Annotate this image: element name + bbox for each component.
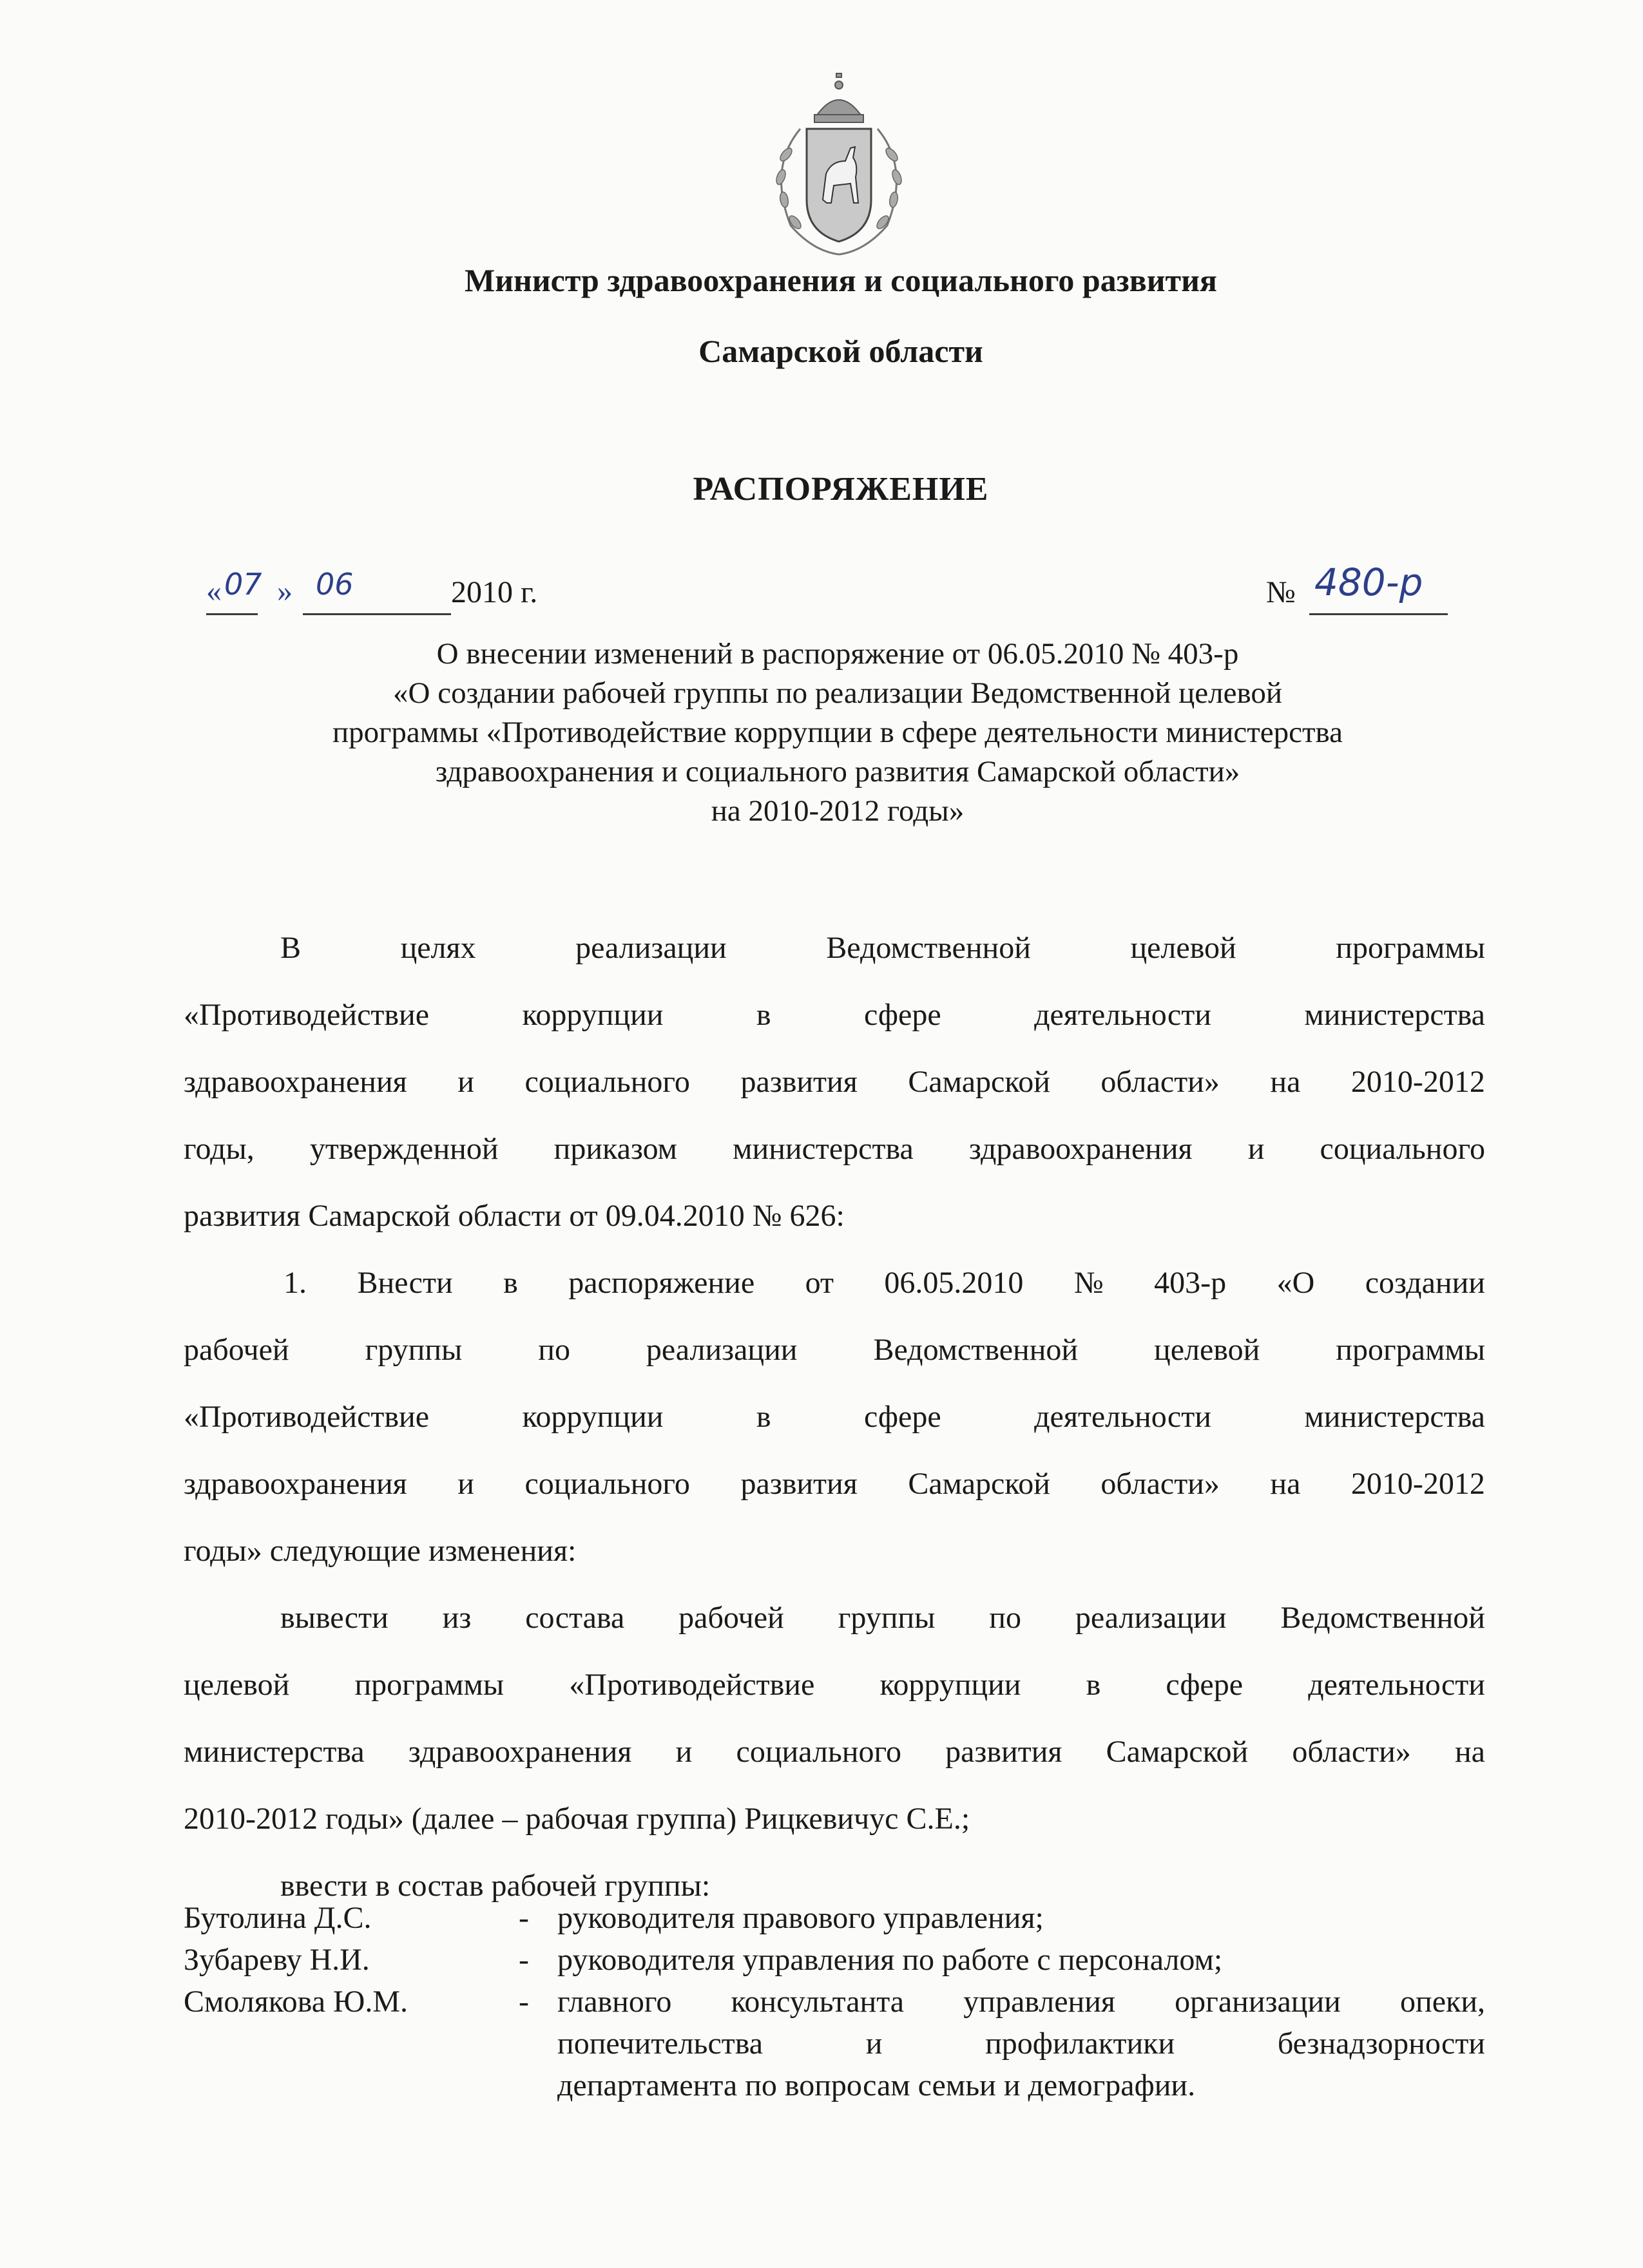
word: целевой xyxy=(1154,1333,1260,1367)
word: рабочей xyxy=(184,1333,289,1367)
word: сфере xyxy=(864,1400,941,1434)
word: в xyxy=(1086,1668,1101,1702)
word: управления xyxy=(963,1985,1115,2019)
date-month-handwritten: 06 xyxy=(316,567,354,602)
word: развития xyxy=(945,1735,1062,1769)
word: 2010-2012 xyxy=(1350,1065,1485,1099)
subject-line: программы «Противодействие коррупции в сфере деятельности министерства xyxy=(332,716,1343,749)
member-role xyxy=(557,1981,1485,2106)
word: и xyxy=(865,2026,883,2061)
word: В xyxy=(280,931,302,965)
word: здравоохранения xyxy=(184,1467,407,1501)
member-row xyxy=(184,1939,1485,1981)
word: реализации xyxy=(646,1333,798,1367)
word: Самарской xyxy=(1106,1735,1249,1769)
subject-line: на 2010-2012 годы» xyxy=(711,794,965,828)
body-line: развития Самарской области от 09.04.2010 № 626: xyxy=(184,1199,845,1233)
word: целевой xyxy=(1130,931,1236,965)
word: на xyxy=(1270,1467,1301,1501)
body-line xyxy=(184,982,1485,1049)
word: реализации xyxy=(575,931,727,965)
word: области» xyxy=(1292,1735,1411,1769)
word: 1. xyxy=(283,1266,307,1300)
word: программы xyxy=(354,1668,504,1702)
body-line xyxy=(184,1585,1485,1652)
word: в xyxy=(756,1400,771,1434)
member-role xyxy=(557,1939,1485,1981)
document-subject xyxy=(180,634,1495,831)
members-list xyxy=(184,1897,1485,2106)
member-role xyxy=(557,1897,1485,1939)
word: коррупции xyxy=(522,1400,664,1434)
word: Ведомственной xyxy=(1280,1601,1485,1635)
word: Ведомственной xyxy=(826,931,1031,965)
word: от xyxy=(805,1266,834,1300)
member-name: Смолякова Ю.М. xyxy=(184,1985,408,2019)
document-body xyxy=(184,915,1485,1920)
word: области» xyxy=(1100,1065,1220,1099)
word: состава xyxy=(525,1601,625,1635)
body-line xyxy=(184,1116,1485,1183)
word: и xyxy=(457,1065,474,1099)
word: деятельности xyxy=(1034,1400,1211,1434)
word: профилактики xyxy=(985,2026,1175,2061)
word: приказом xyxy=(553,1132,678,1166)
member-role-line: руководителя правового управления; xyxy=(557,1901,1044,1935)
body-line xyxy=(184,1317,1485,1384)
member-dash: - xyxy=(519,1943,529,1977)
word: организации xyxy=(1175,1985,1341,2019)
number-sign: № xyxy=(1266,575,1296,609)
member-row xyxy=(184,1897,1485,1939)
word: Самарской xyxy=(908,1065,1050,1099)
samara-region-coat-of-arms-icon xyxy=(755,71,923,264)
word: создании xyxy=(1365,1266,1485,1300)
member-name: Зубареву Н.И. xyxy=(184,1943,370,1977)
word: Внести xyxy=(357,1266,453,1300)
word: на xyxy=(1270,1065,1301,1099)
word: годы, xyxy=(184,1132,255,1166)
member-name: Бутолина Д.С. xyxy=(184,1901,372,1935)
word: 403-р xyxy=(1154,1266,1227,1300)
word: области» xyxy=(1100,1467,1220,1501)
word: социального xyxy=(736,1735,901,1769)
word: Самарской xyxy=(908,1467,1050,1501)
document-number-handwritten: 480-р xyxy=(1314,560,1423,604)
word: социального xyxy=(1320,1132,1485,1166)
word: попечительства xyxy=(557,2026,764,2061)
ministry-title: Министр здравоохранения и социального развития xyxy=(465,262,1217,298)
word: сфере xyxy=(864,998,941,1032)
word: из xyxy=(442,1601,472,1635)
word: «Противодействие xyxy=(184,998,429,1032)
word: здравоохранения xyxy=(408,1735,632,1769)
body-line: годы» следующие изменения: xyxy=(184,1534,577,1568)
word: в xyxy=(503,1266,518,1300)
date-number-line xyxy=(206,560,1469,618)
word: программы xyxy=(1336,931,1485,965)
word: развития xyxy=(740,1065,858,1099)
word: целях xyxy=(400,931,476,965)
body-line xyxy=(184,1451,1485,1518)
word: министерства xyxy=(1304,1400,1485,1434)
word: министерства xyxy=(733,1132,914,1166)
word: сфере xyxy=(1166,1668,1244,1702)
body-line xyxy=(184,1384,1485,1451)
member-role-line xyxy=(557,1981,1485,2023)
body-line xyxy=(184,1049,1485,1116)
body-line xyxy=(184,1652,1485,1719)
date-month-underline xyxy=(303,613,451,615)
subject-line: О внесении изменений в распоряжение от 06.05.2010 № 403-р xyxy=(436,637,1239,671)
word: и xyxy=(1247,1132,1265,1166)
word: консультанта xyxy=(731,1985,905,2019)
member-role-line: руководителя управления по работе с персоналом; xyxy=(557,1943,1223,1977)
word: утвержденной xyxy=(309,1132,499,1166)
word: безнадзорности xyxy=(1277,2026,1485,2061)
member-role-line xyxy=(557,2023,1485,2064)
word: развития xyxy=(740,1467,858,1501)
date-quote-close: » xyxy=(277,574,293,608)
word: социального xyxy=(524,1065,690,1099)
subject-line: здравоохранения и социального развития Самарской области» xyxy=(435,755,1240,788)
word: в xyxy=(756,998,771,1032)
word: № xyxy=(1073,1266,1104,1300)
word: деятельности xyxy=(1308,1668,1485,1702)
word: распоряжение xyxy=(568,1266,755,1300)
word: и xyxy=(457,1467,474,1501)
body-line xyxy=(184,1719,1485,1786)
ministry-region: Самарской области xyxy=(698,333,983,369)
body-line xyxy=(184,915,1485,982)
date-day-handwritten: 07 xyxy=(224,567,262,602)
word: группы xyxy=(838,1601,936,1635)
word: 2010-2012 xyxy=(1350,1467,1485,1501)
word: вывести xyxy=(280,1601,389,1635)
word: рабочей xyxy=(678,1601,784,1635)
word: министерства xyxy=(1304,998,1485,1032)
word: главного xyxy=(557,1985,672,2019)
word: коррупции xyxy=(522,998,664,1032)
word: «Противодействие xyxy=(184,1400,429,1434)
word: и xyxy=(675,1735,693,1769)
word: Ведомственной xyxy=(873,1333,1079,1367)
word: здравоохранения xyxy=(184,1065,407,1099)
member-dash: - xyxy=(519,1985,529,2019)
word: целевой xyxy=(184,1668,290,1702)
word: коррупции xyxy=(879,1668,1021,1702)
member-role-line: департамента по вопросам семьи и демографии. xyxy=(557,2068,1196,2102)
word: на xyxy=(1454,1735,1485,1769)
member-row xyxy=(184,1981,1485,2106)
word: группы xyxy=(365,1333,463,1367)
word: деятельности xyxy=(1034,998,1211,1032)
word: по xyxy=(538,1333,570,1367)
word: «О xyxy=(1276,1266,1315,1300)
document-type-title: РАСПОРЯЖЕНИЕ xyxy=(693,471,989,508)
body-line: ввести в состав рабочей группы: xyxy=(280,1869,711,1903)
subject-line: «О создании рабочей группы по реализации Ведомственной целевой xyxy=(393,676,1282,710)
body-line xyxy=(184,1250,1485,1317)
word: «Противодействие xyxy=(569,1668,815,1702)
word: программы xyxy=(1336,1333,1485,1367)
body-line: 2010-2012 годы» (далее – рабочая группа) Рицкевичус С.Е.; xyxy=(184,1802,970,1836)
word: по xyxy=(989,1601,1021,1635)
member-dash: - xyxy=(519,1901,529,1935)
word: здравоохранения xyxy=(968,1132,1193,1166)
word: социального xyxy=(524,1467,690,1501)
number-underline xyxy=(1309,613,1448,615)
word: реализации xyxy=(1075,1601,1227,1635)
word: опеки, xyxy=(1400,1985,1485,2019)
date-year: 2010 г. xyxy=(451,575,538,609)
date-day-underline xyxy=(206,613,258,615)
date-quote-open: « xyxy=(206,574,222,608)
word: министерства xyxy=(184,1735,365,1769)
word: 06.05.2010 xyxy=(884,1266,1024,1300)
